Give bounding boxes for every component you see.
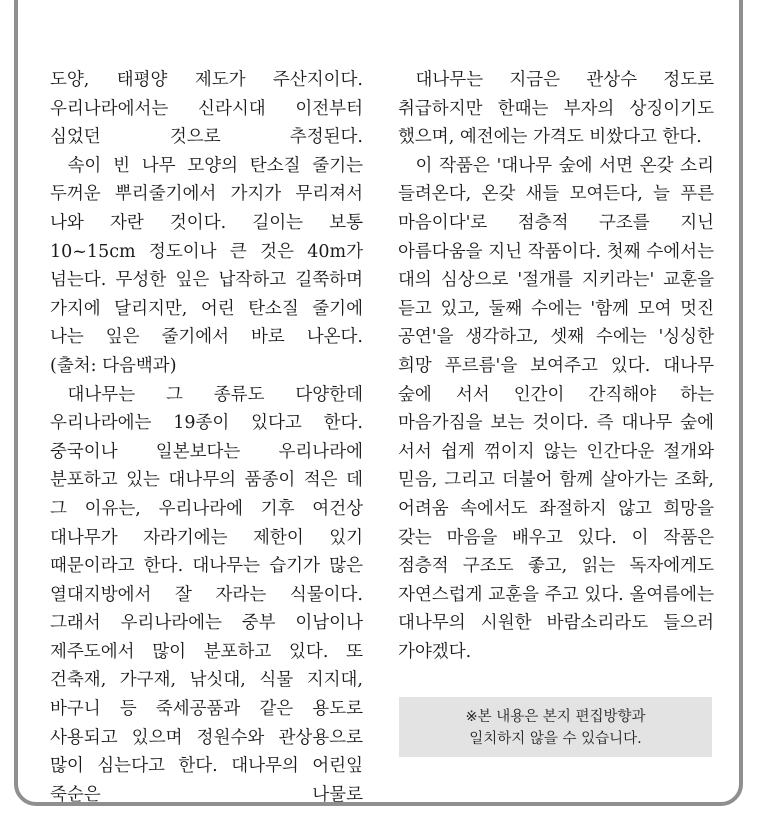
left-column	[50, 66, 363, 809]
editorial-notice-box	[399, 697, 712, 757]
notice-line-1: ※본 내용은 본지 편집방향과	[465, 709, 646, 725]
source-citation: (출처: 다음백과)	[50, 355, 177, 376]
paragraph-work-analysis: 이 작품은 '대나무 숲에 서면 온갖 소리 들려온다, 온갖 새들 모여든다, 늘 푸른 마음이다'로 점층적 구조를 지닌 아름다움을 지닌 작품이다. 첫째 수에서는 대의 심상으로 '절개를 지키라는' 교훈을 듣고 있고, 둘째 수에는 '함께 모여 멋진 공연'을 생각하고, 셋째 수에는 '싱싱한 희망 푸르름'을 보여주고 있다. 대나무 숲에 서서 인간이 간직해야 하는 마음가짐을 보는 것이다. 즉 대나무 숲에 서서 쉽게 꺾이지 않는 인간다운 절개와 믿음, 그리고 더불어 함께 살아가는 조화, 어려움 속에서도 좌절하지 않고 희망을 갖는 마음을 배우고 있다. 이 작품은 점층적 구조도 좋고, 읽는 독자에게도 자연스럽게 교훈을 주고 있다. 올여름에는 대나무의 시원한 바람소리라도 들으러 가야겠다.	[398, 155, 714, 662]
paragraph-value: 대나무는 지금은 관상수 정도로 취급하지만 한때는 부자의 상징이기도 했으며, 예전에는 가격도 비쌌다고 한다.	[398, 70, 714, 148]
paragraph-origin: 도양, 태평양 제도가 주산지이다. 우리나라에서는 신라시대 이전부터 심었던 것으로 추정된다.	[50, 70, 363, 148]
right-column	[398, 66, 714, 666]
notice-line-2: 일치하지 않을 수 있습니다.	[469, 731, 642, 747]
paragraph-stem-description: 속이 빈 나무 모양의 탄소질 줄기는 두꺼운 뿌리줄기에서 가지가 무리져서 나와 자란 것이다. 길이는 보통 10~15cm 정도이나 큰 것은 40m가 넘는다. 무성한 잎은 납작하고 길쭉하며 가지에 달리지만, 어린 탄소질 줄기에 나는 잎은 줄기에서 바로 나온다.	[50, 155, 363, 348]
paragraph-species-distribution: 대나무는 그 종류도 다양한데 우리나라에는 19종이 있다고 한다. 중국이나 일본보다는 우리나라에 분포하고 있는 대나무의 품종이 적은 데 그 이유는, 우리나라에 기후 여건상 대나무가 자라기에는 제한이 있기 때문이라고 한다. 대나무는 습기가 많은 열대지방에서 잘 자라는 식물이다. 그래서 우리나라에는 중부 이남이나 제주도에서 많이 분포하고 있다. 또 건축재, 가구재, 낚싯대, 식물 지지대, 바구니 등 죽세공품과 같은 용도로 사용되고 있으며 정원수와 관상용으로 많이 심는다고 한다. 대나무의 어린잎 죽순은 나물로	[50, 384, 363, 805]
